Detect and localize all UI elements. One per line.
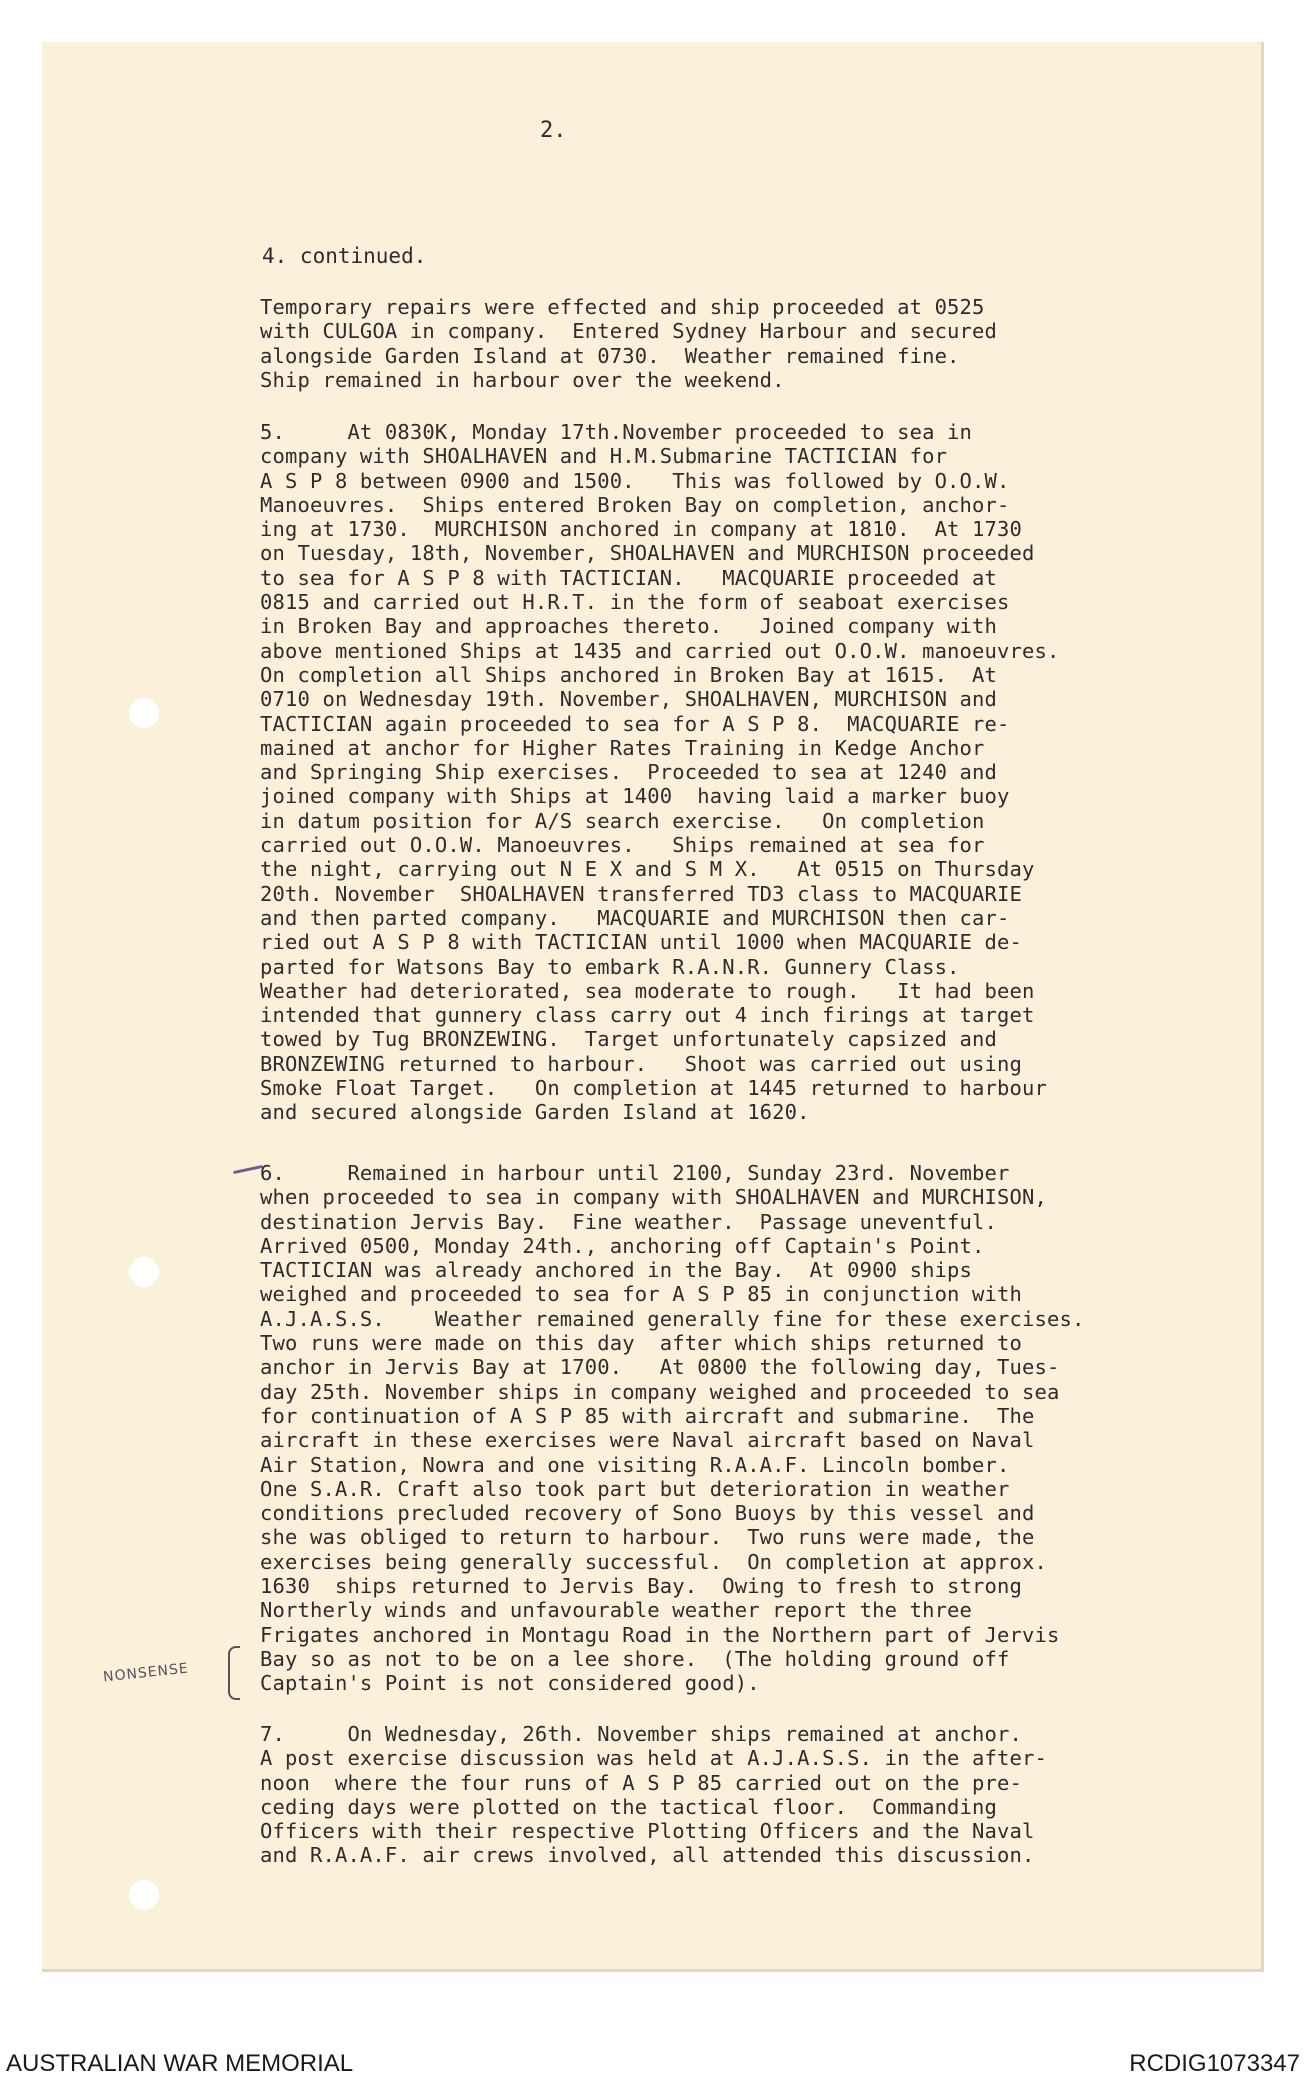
page-number: 2. [540,118,567,143]
punch-hole [129,698,159,728]
section-heading: 4. continued. [262,244,427,268]
footer-archive-name: AUSTRALIAN WAR MEMORIAL [6,2050,354,2077]
handwritten-margin-note: NONSENSE [102,1660,190,1686]
punch-hole [129,1880,159,1910]
punch-hole [129,1257,159,1287]
footer-record-id: RCDIG1073347 [1129,2050,1300,2077]
margin-bracket [228,1646,240,1700]
paragraph-4-continued: Temporary repairs were effected and ship proceeded at 0525 with CULGOA in company. Entered Sydney Harbour and secured alongside Garden Island at 0730. Weather remained fine. Ship remained in harbour over the weekend. [260,295,998,392]
paragraph-7: 7. On Wednesday, 26th. November ships remained at anchor. A post exercise discussion was held at A.J.A.S.S. in the after- noon where the four runs of A S P 85 carried out on the pre- ceding days were plotted on the tactical floor. Commanding Officers with their respective Plotting Officers and the Naval and R.A.A.F. air crews involved, all attended this discussion. [260,1722,1047,1868]
paragraph-6: 6. Remained in harbour until 2100, Sunday 23rd. November when proceeded to sea in company with SHOALHAVEN and MURCHISON, destination Jervis Bay. Fine weather. Passage uneventful. Arrived 0500, Monday 24th., anchoring off Captain's Point. TACTICIAN was already anchored in the Bay. At 0900 ships weighed and proceeded to sea for A S P 85 in conjunction with A.J.A.S.S. Weather remained generally fine for these exercises. Two runs were made on this day after which ships returned to anchor in Jervis Bay at 1700. At 0800 the following day, Tues- day 25th. November ships in company weighed and proceeded to sea for continuation of A S P 85 with aircraft and submarine. The aircraft in these exercises were Naval aircraft based on Naval Air Station, Nowra and one visiting R.A.A.F. Lincoln bomber. One S.A.R. Craft also took part but deterioration in weather conditions precluded recovery of Sono Buoys by this vessel and she was obliged to return to harbour. Two runs were made, the exercises being generally successful. On completion at approx. 1630 ships returned to Jervis Bay. Owing to fresh to strong Northerly winds and unfavourable weather report the three Frigates anchored in Montagu Road in the Northern part of Jervis Bay so as not to be on a lee shore. (The holding ground off Captain's Point is not considered good). [260,1161,1085,1696]
paragraph-5: 5. At 0830K, Monday 17th.November proceeded to sea in company with SHOALHAVEN and H.M.Submarine TACTICIAN for A S P 8 between 0900 and 1500. This was followed by O.O.W. Manoeuvres. Ships entered Broken Bay on completion, anchor- ing at 1730. MURCHISON anchored in company at 1810. At 1730 on Tuesday, 18th, November, SHOALHAVEN and MURCHISON proceeded to sea for A S P 8 with TACTICIAN. MACQUARIE proceeded at 0815 and carried out H.R.T. in the form of seaboat exercises in Broken Bay and approaches thereto. Joined company with above mentioned Ships at 1435 and carried out O.O.W. manoeuvres. On completion all Ships anchored in Broken Bay at 1615. At 0710 on Wednesday 19th. November, SHOALHAVEN, MURCHISON and TACTICIAN again proceeded to sea for A S P 8. MACQUARIE re- mained at anchor for Higher Rates Training in Kedge Anchor and Springing Ship exercises. Proceeded to sea at 1240 and joined company with Ships at 1400 having laid a marker buoy in datum position for A/S search exercise. On completion carried out O.O.W. Manoeuvres. Ships remained at sea for the night, carrying out N E X and S M X. At 0515 on Thursday 20th. November SHOALHAVEN transferred TD3 class to MACQUARIE and then parted company. MACQUARIE and MURCHISON then car- ried out A S P 8 with TACTICIAN until 1000 when MACQUARIE de- parted for Watsons Bay to embark R.A.N.R. Gunnery Class. Weather had deteriorated, sea moderate to rough. It had been intended that gunnery class carry out 4 inch firings at target towed by Tug BRONZEWING. Target unfortunately capsized and BRONZEWING returned to harbour. Shoot was carried out using Smoke Float Target. On completion at 1445 returned to harbour and secured alongside Garden Island at 1620. [260,420,1060,1125]
